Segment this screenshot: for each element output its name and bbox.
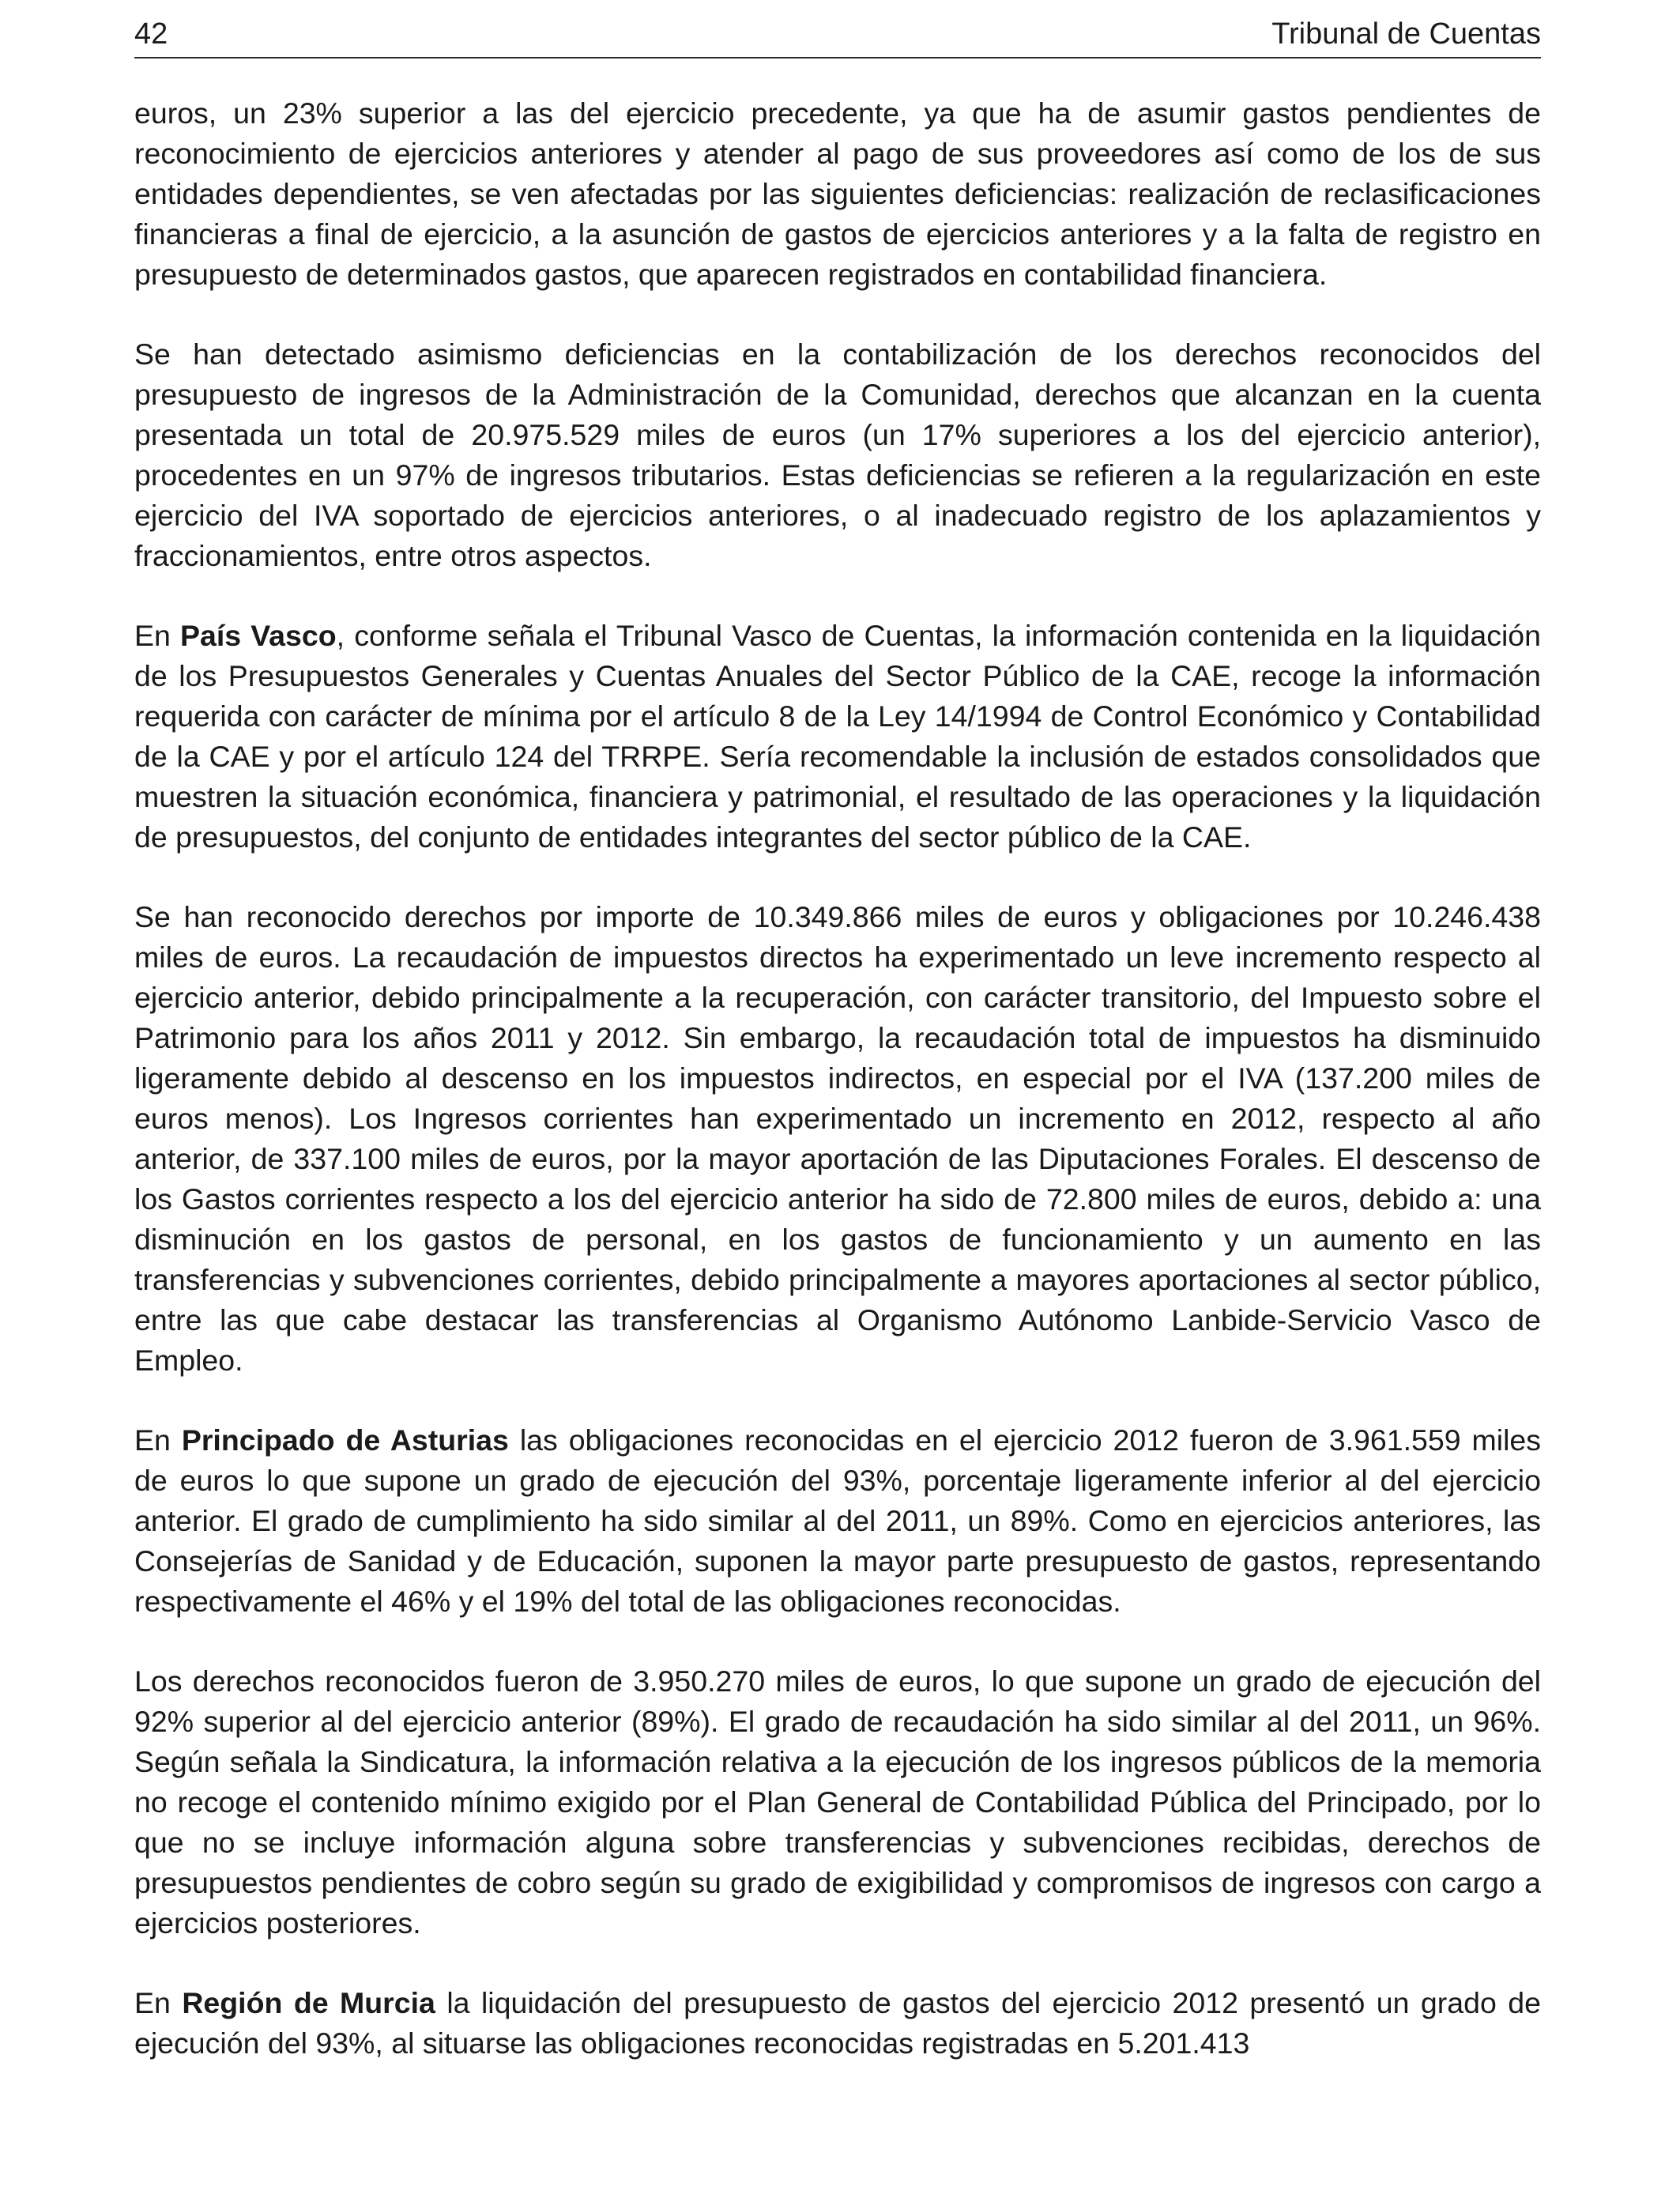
document-body [134,93,1541,2103]
paragraph-text: En [134,619,180,652]
paragraph-asturias [134,1420,1541,1622]
publisher-name: Tribunal de Cuentas [1271,17,1541,51]
region-heading-murcia: Región de Murcia [182,1986,435,2019]
paragraph-text: euros, un 23% superior a las del ejercicio precedente, ya que ha de asumir gastos pendientes de reconocimiento de ejercicios anteriores y atender al pago de sus proveedores así como de los de sus entidades dependientes, se ven afectadas por las siguientes deficiencias: realización de reclasificaciones financieras a final de ejercicio, a la asunción de gastos de ejercicios anteriores y a la falta de registro en presupuesto de determinados gastos, que aparecen registrados en contabilidad financiera. [134,96,1541,291]
page-header [134,11,1541,58]
region-heading-pais-vasco: País Vasco [179,619,337,652]
paragraph-text: Se han reconocido derechos por importe de 10.349.866 miles de euros y obligaciones por 10.246.438 miles de euros. La recaudación de impuestos directos ha experimentado un leve incremento respecto al ejercicio anterior, debido principalmente a la recuperación, con carácter transitorio, del Impuesto sobre el Patrimonio para los años 2011 y 2012. Sin embargo, la recaudación total de impuestos ha disminuido ligeramente debido al descenso en los impuestos indirectos, en especial por el IVA (137.200 miles de euros menos). Los Ingresos corrientes han experimentado un incremento en 2012, respecto al año anterior, de 337.100 miles de euros, por la mayor aportación de las Diputaciones Forales. El descenso de los Gastos corrientes respecto a los del ejercicio anterior ha sido de 72.800 miles de euros, debido a: una disminución en los gastos de personal, en los gastos de funcionamiento y un aumento en las transferencias y subvenciones corrientes, debido principalmente a mayores aportaciones al sector público, entre las que cabe destacar las transferencias al Organismo Autónomo Lanbide-Servicio Vasco de Empleo. [134,900,1541,1377]
paragraph-text: En [134,1986,183,2019]
paragraph-6 [134,1661,1541,1943]
paragraph-text: Se han detectado asimismo deficiencias en la contabilización de los derechos reconocidos del presupuesto de ingresos de la Administración de la Comunidad, derechos que alcanzan en la cuenta presentada un total de 20.975.529 miles de euros (un 17% superiores a los del ejercicio anterior), procedentes en un 97% de ingresos tributarios. Estas deficiencias se refieren a la regularización en este ejercicio del IVA soportado de ejercicios anteriores, o al inadecuado registro de los aplazamientos y fraccionamientos, entre otros aspectos. [134,337,1541,572]
paragraph-murcia [134,1983,1541,2064]
page-number: 42 [134,17,168,51]
paragraph-text: En [134,1423,182,1457]
paragraph-text: Los derechos reconocidos fueron de 3.950.270 miles de euros, lo que supone un grado de ejecución del 92% superior al del ejercicio anterior (89%). El grado de recaudación ha sido similar al del 2011, un 96%. Según señala la Sindicatura, la información relativa a la ejecución de los ingresos públicos de la memoria no recoge el contenido mínimo exigido por el Plan General de Contabilidad Pública del Principado, por lo que no se incluye información alguna sobre transferencias y subvenciones recibidas, derechos de presupuestos pendientes de cobro según su grado de exigibilidad y compromisos de ingresos con cargo a ejercicios posteriores. [134,1664,1541,1940]
paragraph-4 [134,897,1541,1381]
paragraph-1 [134,93,1541,295]
paragraph-text: las obligaciones reconocidas en el ejercicio 2012 fueron de 3.961.559 miles de euros lo que supone un grado de ejecución del 93%, porcentaje ligeramente inferior al del ejercicio anterior. El grado de cumplimiento ha sido similar al del 2011, un 89%. Como en ejercicios anteriores, las Consejerías de Sanidad y de Educación, suponen la mayor parte presupuesto de gastos, representando respectivamente el 46% y el 19% del total de las obligaciones reconocidas. [134,1423,1541,1618]
paragraph-text: , conforme señala el Tribunal Vasco de Cuentas, la información contenida en la liquidación de los Presupuestos Generales y Cuentas Anuales del Sector Público de la CAE, recoge la información requerida con carácter de mínima por el artículo 8 de la Ley 14/1994 de Control Económico y Contabilidad de la CAE y por el artículo 124 del TRRPE. Sería recomendable la inclusión de estados consolidados que muestren la situación económica, financiera y patrimonial, el resultado de las operaciones y la liquidación de presupuestos, del conjunto de entidades integrantes del sector público de la CAE. [134,619,1541,854]
paragraph-pais-vasco [134,616,1541,858]
region-heading-asturias: Principado de Asturias [181,1423,509,1457]
paragraph-2 [134,334,1541,576]
paragraph-text: la liquidación del presupuesto de gastos del ejercicio 2012 presentó un grado de ejecución del 93%, al situarse las obligaciones reconocidas registradas en 5.201.413 [134,1986,1541,2060]
